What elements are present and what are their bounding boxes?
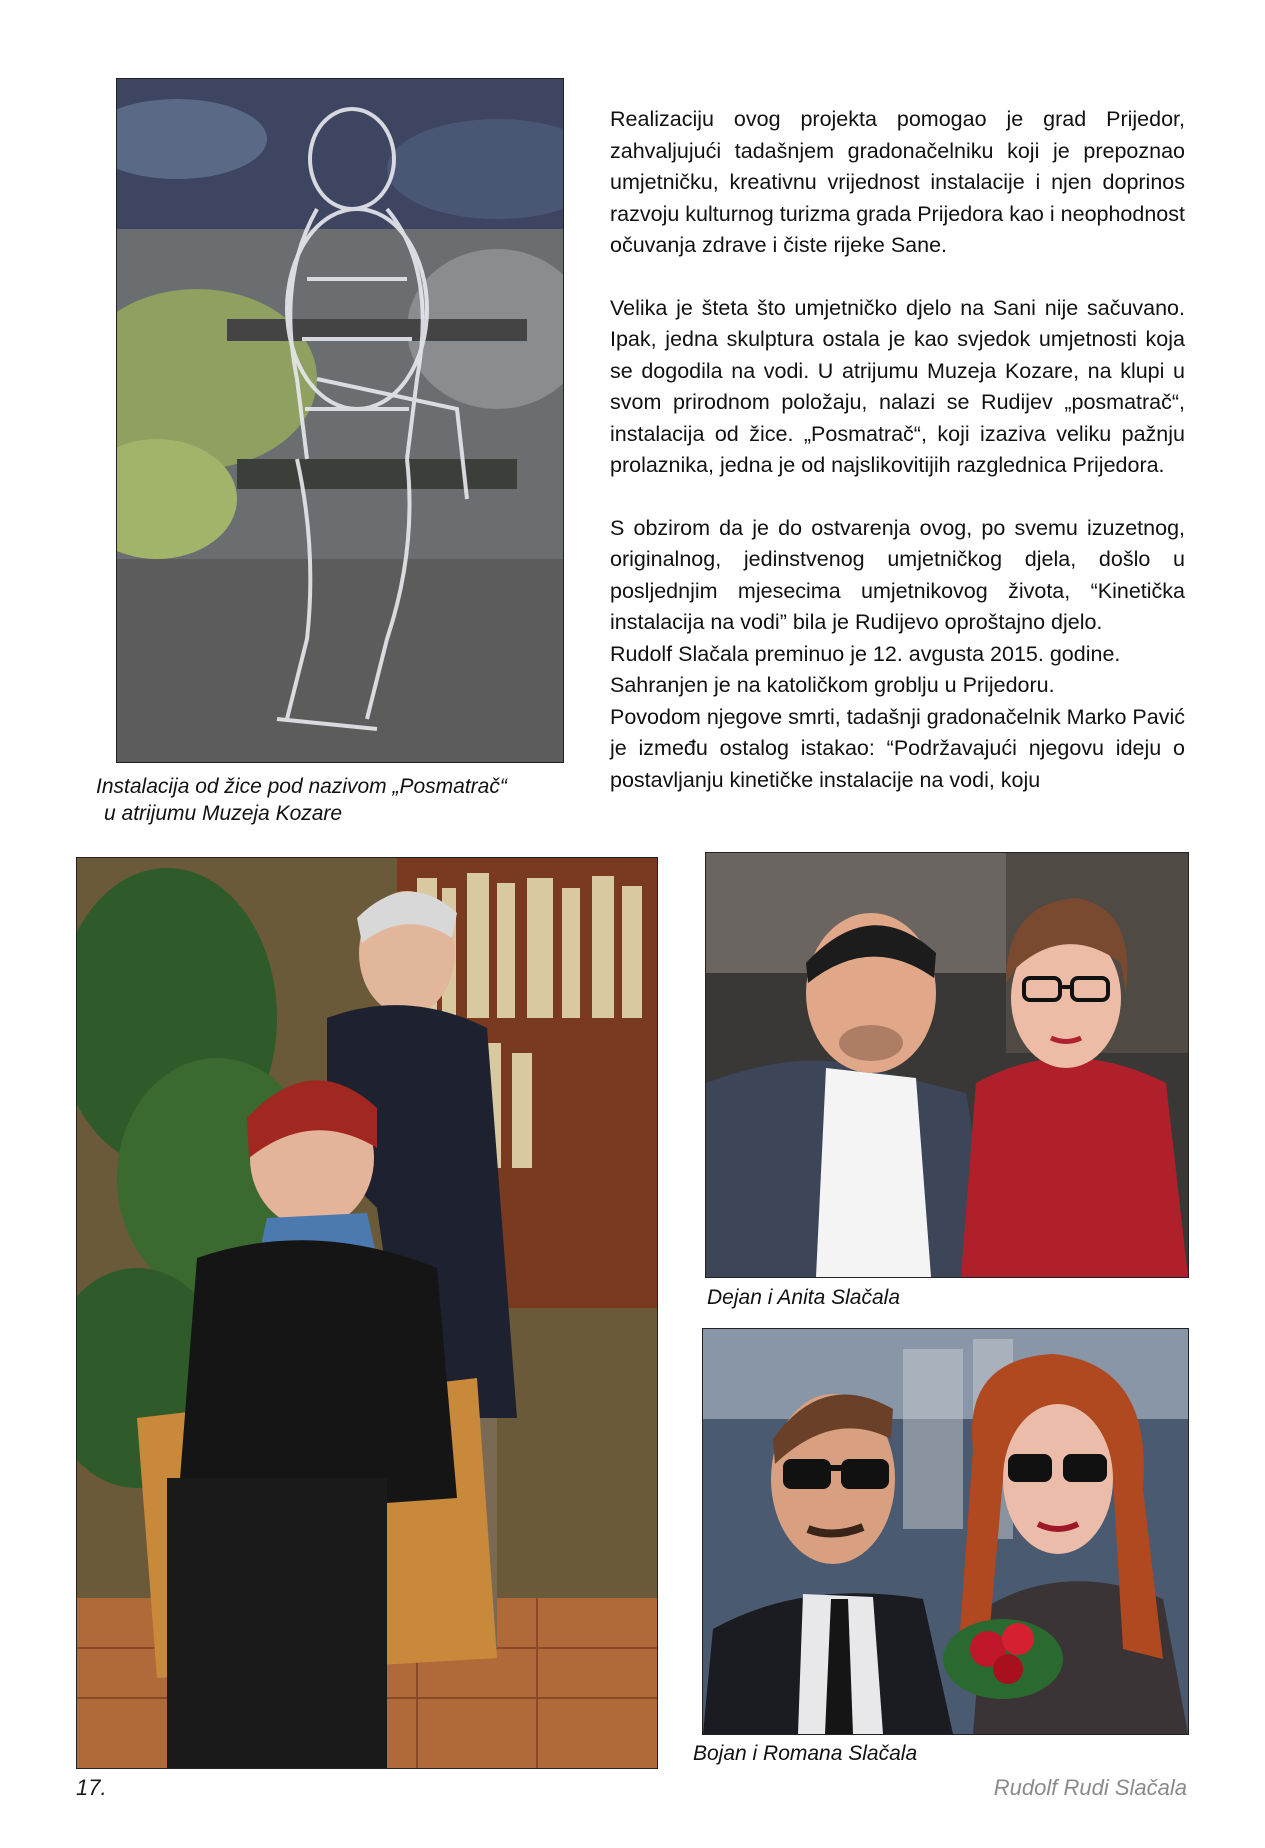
paragraph-4: Rudolf Slačala preminuo je 12. avgusta 2015. godine. — [610, 641, 1121, 666]
paragraph-5: Sahranjen je na katoličkom groblju u Prijedoru. — [610, 673, 1055, 697]
page-number: 17. — [76, 1775, 107, 1800]
caption-line-1: Instalacija od žice pod nazivom „Posmatrač“ — [96, 775, 507, 798]
photo-bojan-romana — [702, 1328, 1189, 1735]
photo-elderly-couple — [76, 857, 658, 1769]
photo-wire-sculpture — [116, 78, 564, 763]
caption-line-2: u atrijumu Muzeja Kozare — [104, 802, 343, 825]
caption-wire-sculpture — [96, 773, 566, 827]
body-text — [610, 104, 1185, 796]
paragraph-2: Velika je šteta što umjetničko djelo na Sani nije sačuvano. Ipak, jedna skulptura ostala je kao svjedok umjetnosti koja se dogodila na vodi. U atrijumu Muzeja Kozare, na klupi u svom prirodnom položaju, nalazi se Rudijev „posmatrač“, instalacija od žice. „Posmatrač“, koji izaziva veliku pažnju prolaznika, jedna je od najslikovitijih razglednica Prijedora. — [610, 295, 1185, 477]
running-title: Rudolf Rudi Slačala — [993, 1775, 1187, 1800]
caption-dejan-anita: Dejan i Anita Slačala — [707, 1286, 900, 1309]
paragraph-1: Realizaciju ovog projekta pomogao je grad Prijedor, zahvaljujući tadašnjem gradonačelniku koji je prepoznao umjetničku, kreativnu vrijednost instalacije i njen doprinos razvoju kulturnog turizma grada Prijedora kao i neophodnost očuvanja zdrave i čiste rijeke Sane. — [610, 107, 1185, 257]
caption-bojan-romana: Bojan i Romana Slačala — [693, 1742, 918, 1765]
photo-dejan-anita — [705, 852, 1189, 1278]
paragraph-3: S obzirom da je do ostvarenja ovog, po svemu izuzetnog, originalnog, jedinstvenog umjetničkog djela, došlo u posljednjim mjesecima umjetnikovog života, “Kinetička instalacija na vodi” bila je Rudijevo oproštajno djelo. — [610, 515, 1185, 634]
paragraph-6: Povodom njegove smrti, tadašnji gradonačelnik Marko Pavić je između ostalog istakao: “Podržavajući njegovu ideju o postavljanju kinetičke instalacije na vodi, koju — [610, 704, 1185, 792]
